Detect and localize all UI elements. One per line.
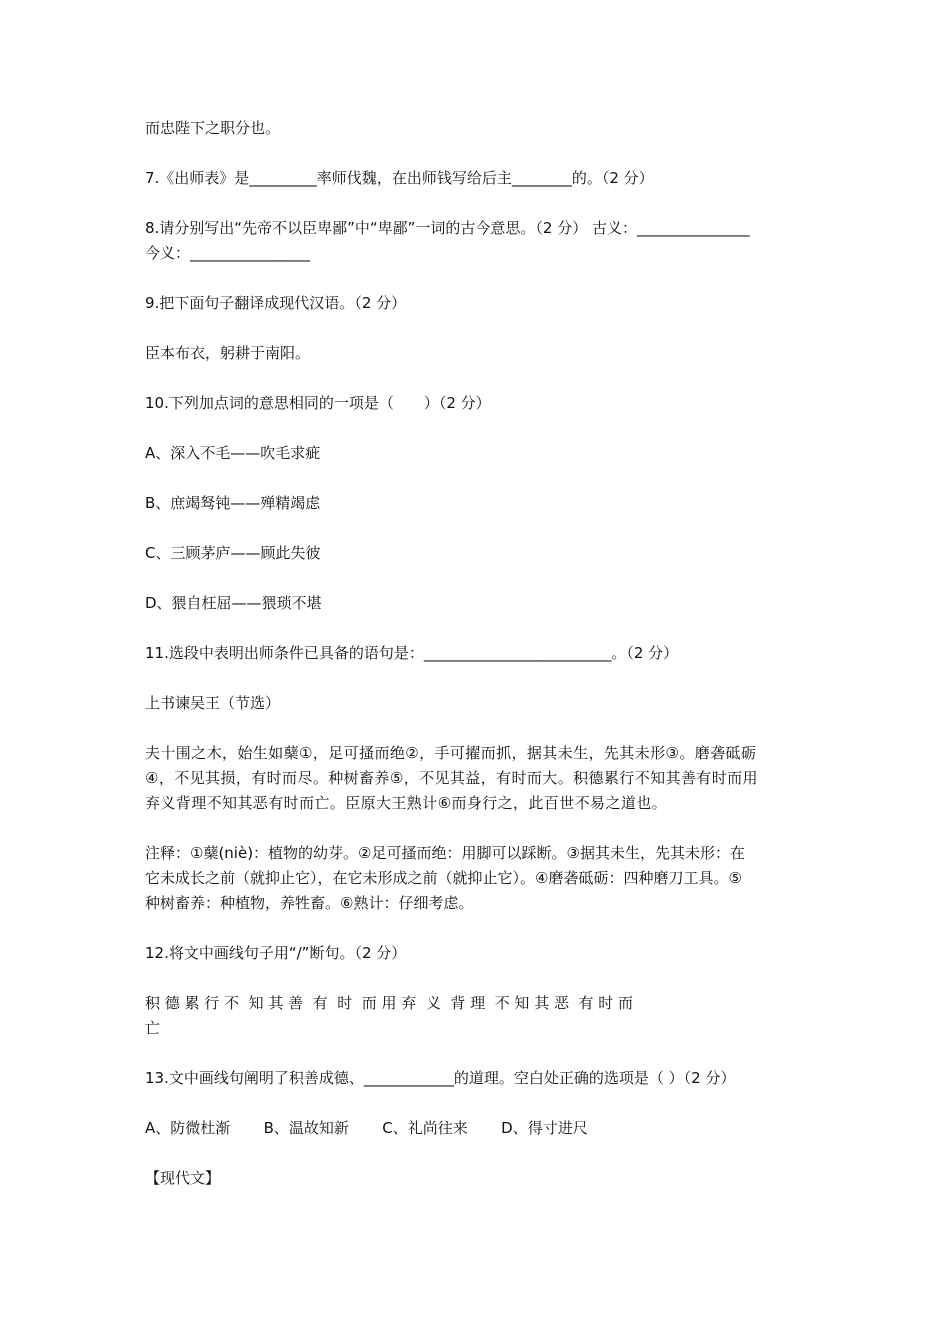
annotation-line-1: 注释：①蘖(niè)：植物的幼芽。②足可搔而绝：用脚可以踩断。③据其未生，先其未形：在: [145, 844, 745, 862]
section-heading-modern-text: 【现代文】: [145, 1169, 221, 1187]
question-12: 12.将文中画线句子用“/”断句。（2 分）: [145, 944, 407, 962]
question-9: 9.把下面句子翻译成现代汉语。（2 分）: [145, 294, 407, 312]
question-8-line-1: 8.请分别写出“先帝不以臣卑鄙”中“卑鄙”一词的古今意思。（2 分） 古义：_______________: [145, 219, 750, 237]
question-12-sentence-line-1: 积 德 累 行 不 知 其 善 有 时 而 用 弃 义 背 理 不 知 其 恶 有 时 而: [145, 994, 634, 1012]
passage-line-2: ④，不见其损，有时而尽。种树畜养⑤，不见其益，有时而大。积德累行不知其善有时而用: [145, 769, 758, 787]
text-line-prev-passage-end: 而忠陛下之职分也。: [145, 119, 281, 137]
passage-title: 上书谏吴王（节选）: [145, 694, 281, 712]
question-10-option-c: C、三顾茅庐——顾此失彼: [145, 544, 321, 562]
question-10-option-a: A、深入不毛——吹毛求疵: [145, 444, 321, 462]
question-8-line-2: 今义：________________: [145, 244, 311, 262]
question-9-sentence: 臣本布衣，躬耕于南阳。: [145, 344, 311, 362]
annotation-line-2: 它未成长之前（就抑止它），在它未形成之前（就抑止它）。④磨砻砥砺：四种磨刀工具。⑤: [145, 869, 742, 887]
question-13: 13.文中画线句阐明了积善成德、____________的道理。空白处正确的选项是（ ）（2 分）: [145, 1069, 736, 1087]
question-12-sentence-line-2: 亡: [145, 1019, 161, 1037]
question-10: 10.下列加点词的意思相同的一项是（ ）（2 分）: [145, 394, 491, 412]
passage-line-1: 夫十围之木，始生如蘖①，足可搔而绝②，手可擢而抓，据其未生，先其未形③。磨砻砥砺: [145, 744, 757, 762]
passage-line-3: 弃义背理不知其恶有时而亡。臣原大王熟计⑥而身行之，此百世不易之道也。: [145, 794, 668, 812]
question-10-option-b: B、庶竭驽钝——殚精竭虑: [145, 494, 321, 512]
question-7: 7.《出师表》是_________率师伐魏，在出师钱写给后主________的。（2 分）: [145, 169, 654, 187]
question-10-option-d: D、猥自枉屈——猥琐不堪: [145, 594, 322, 612]
annotation-line-3: 种树畜养：种植物，养牲畜。⑥熟计：仔细考虑。: [145, 894, 474, 912]
question-11: 11.选段中表明出师条件已具备的语句是：_________________________。（2 分）: [145, 644, 679, 662]
question-13-options: A、防微杜渐 B、温故知新 C、礼尚往来 D、得寸进尺: [145, 1119, 588, 1137]
